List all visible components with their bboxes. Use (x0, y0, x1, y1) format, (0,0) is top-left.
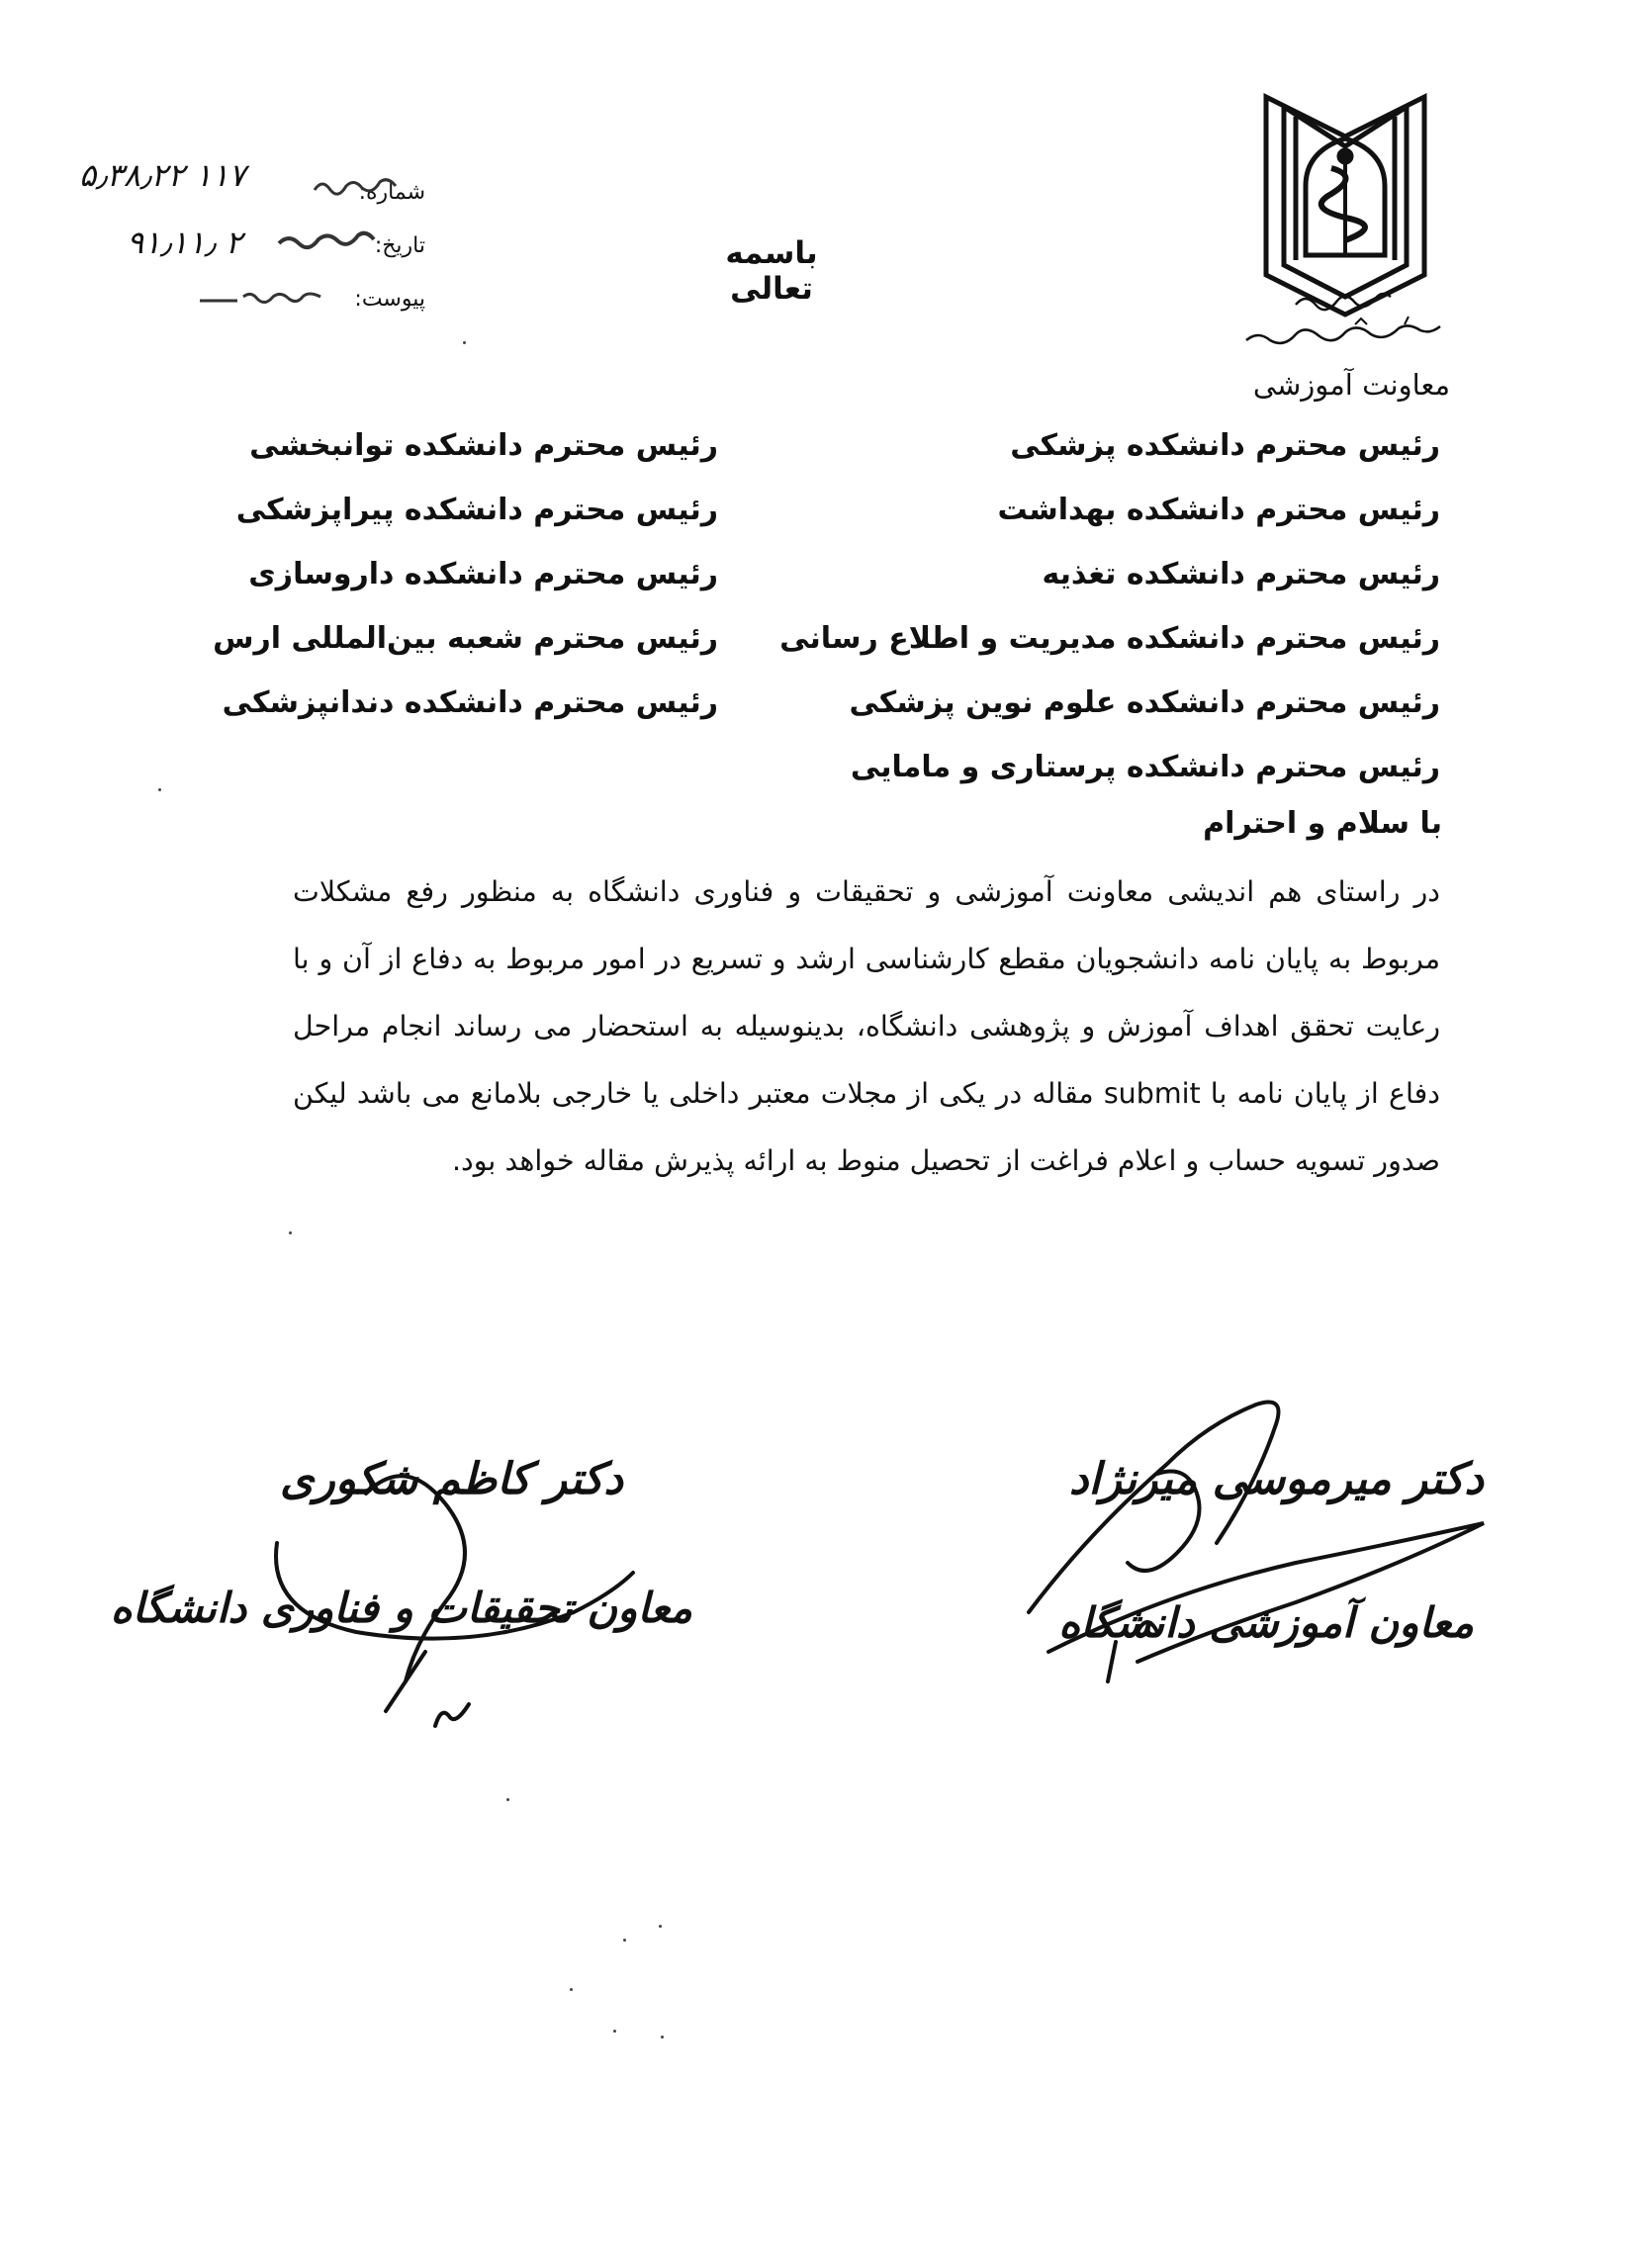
number-label: شماره: (358, 180, 425, 205)
recipient-item: رئیس محترم دانشکده توانبخشی (249, 428, 718, 463)
recipient-item: رئیس محترم دانشکده پرستاری و مامایی (850, 750, 1440, 784)
recipient-item: رئیس محترم دانشکده داروسازی (248, 557, 718, 591)
letter-number: ۵٫۳۸٫۲۲ ۱۱۷ (79, 156, 246, 194)
stray-mark (659, 1925, 662, 1928)
letter-date: ۹۱٫۱۱٫ ۲ (127, 224, 242, 261)
stray-mark (661, 2036, 664, 2039)
recipient-item: رئیس محترم دانشکده علوم نوین پزشکی (849, 685, 1440, 720)
signature-left-scribble (110, 1385, 712, 1761)
basmala-heading: باسمه تعالی (725, 235, 818, 307)
recipients-right-column (779, 413, 1440, 799)
attachment-stamp-scribble (198, 289, 326, 309)
signature-left-title: معاون تحقیقات و فناوری دانشگاه (110, 1584, 692, 1632)
date-stamp-scribble (277, 231, 376, 253)
letter-body: در راستای هم اندیشی معاونت آموزشی و تحقیقات و فناوری دانشگاه به منظور رفع مشکلات مربوط به پایان نامه دانشجویان مقطع کارشناسی ارشد و تسریع در امور مربوط به دفاع از آن و با رعایت تحقق اهداف آموزش و پژوهشی دانشگاه، بدینوسیله به استحضار می رساند انجام مراحل دفاع از پایان نامه با submit مقاله در یکی از مجلات معتبر داخلی یا خارجی بلامانع می باشد لیکن صدور تسویه حساب و اعلام فراغت از تحصیل منوط به ارائه پذیرش مقاله خواهد بود. (293, 875, 1440, 1177)
recipient-item: رئیس محترم دانشکده بهداشت (997, 493, 1440, 527)
attachment-label: پیوست: (354, 287, 425, 312)
signature-right (1009, 1385, 1503, 1711)
number-stamp-scribble (313, 176, 402, 198)
stray-mark (289, 1231, 292, 1234)
signature-right-scribble (1009, 1385, 1503, 1711)
stray-mark (506, 1798, 509, 1801)
recipient-item: رئیس محترم دانشکده تغذیه (1042, 557, 1440, 591)
recipient-item: رئیس محترم شعبه بین‌المللی ارس (213, 621, 718, 656)
stray-mark (463, 341, 466, 344)
recipient-item: رئیس محترم دانشکده مدیریت و اطلاع رسانی (779, 621, 1440, 656)
recipients-left-column (213, 413, 718, 735)
signature-left (110, 1385, 712, 1761)
recipient-item: رئیس محترم دانشکده دندانپزشکی (222, 685, 718, 720)
signature-left-name: دکتر کاظم شکوری (280, 1454, 623, 1504)
date-label: تاریخ: (374, 233, 425, 258)
department-name: معاونت آموزشی (1252, 368, 1450, 402)
signature-right-title: معاون آموزشی دانشگاه (1058, 1598, 1474, 1647)
stray-mark (623, 1939, 626, 1942)
stray-mark (158, 788, 161, 791)
stray-mark (613, 2030, 616, 2033)
stray-mark (570, 1988, 573, 1991)
recipient-item: رئیس محترم دانشکده پیراپزشکی (235, 493, 718, 527)
greeting-line: با سلام و احترام (1203, 806, 1442, 841)
signature-right-name: دکتر میرموسی میرنژاد (1068, 1454, 1484, 1504)
recipient-item: رئیس محترم دانشکده پزشکی (1010, 428, 1440, 463)
